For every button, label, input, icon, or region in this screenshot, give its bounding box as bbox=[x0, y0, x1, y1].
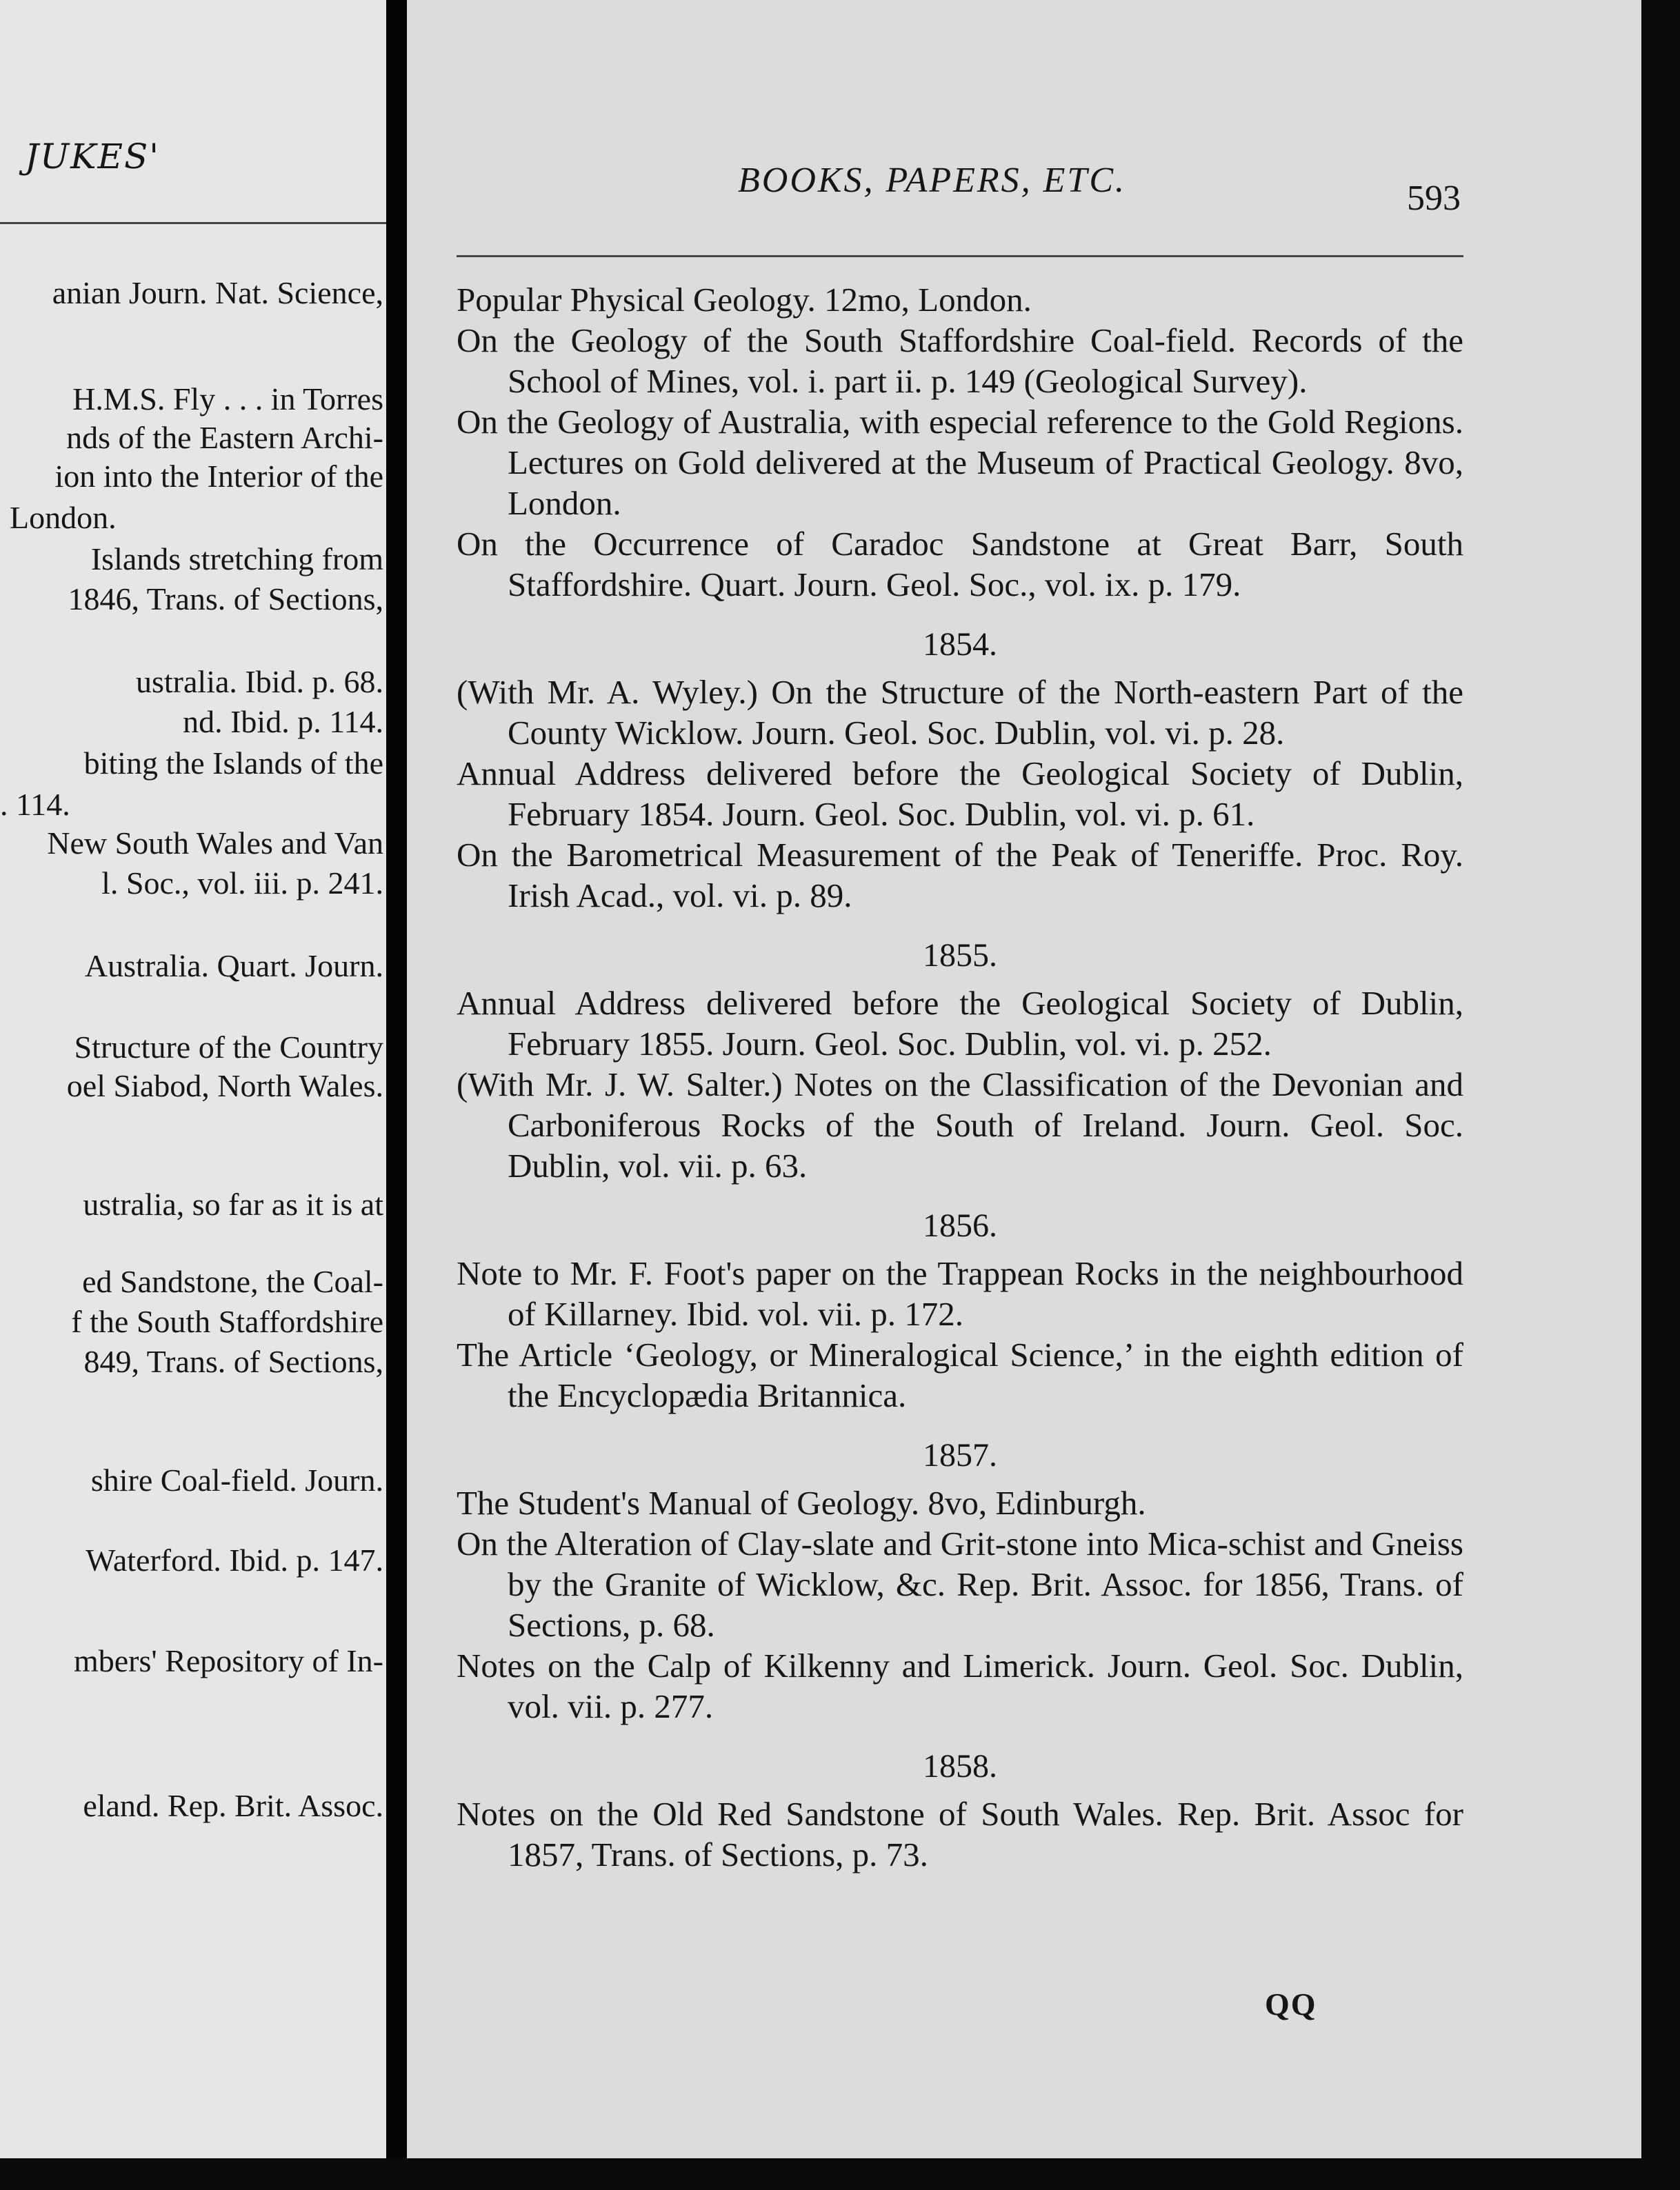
bibliography-entry: (With Mr. A. Wyley.) On the Structure of the North-eastern Part of the County Wicklow. Journ. Geol. Soc. Dublin, vol. vi. p. 28. bbox=[457, 673, 1463, 752]
left-text-line: f the South Staffordshire bbox=[71, 1304, 383, 1339]
year-heading: 1858. bbox=[923, 1748, 997, 1785]
left-facing-page bbox=[0, 0, 386, 2158]
left-text-line: biting the Islands of the bbox=[83, 745, 383, 781]
left-text-line: anian Journ. Nat. Science, bbox=[52, 275, 383, 310]
running-head: BOOKS, PAPERS, ETC. bbox=[738, 161, 1127, 200]
bibliography-entry: On the Geology of the South Staffordshire Coal-field. Records of the School of Mines, vol. i. part ii. p. 149 (Geological Survey). bbox=[457, 321, 1463, 400]
bibliography-entry: (With Mr. J. W. Salter.) Notes on the Classification of the Devonian and Carboniferous Rocks of the South of Ireland. Journ. Geol. Soc. Dublin, vol. vii. p. 63. bbox=[457, 1065, 1463, 1185]
left-text-line: oel Siabod, North Wales. bbox=[66, 1068, 383, 1103]
scan-edge-bottom bbox=[386, 2158, 1680, 2190]
bibliography-entry: Notes on the Calp of Kilkenny and Limerick. Journ. Geol. Soc. Dublin, vol. vii. p. 277. bbox=[457, 1647, 1463, 1725]
bibliography-entry: On the Barometrical Measurement of the Peak of Teneriffe. Proc. Roy. Irish Acad., vol. vi. p. 89. bbox=[457, 836, 1463, 914]
left-text-line: eland. Rep. Brit. Assoc. bbox=[83, 1788, 383, 1823]
bibliography-entry: The Article ‘Geology, or Mineralogical Science,’ in the eighth edition of the Encyclopædia Britannica. bbox=[457, 1336, 1463, 1414]
scan-edge-right bbox=[1641, 0, 1680, 2190]
left-text-line: ion into the Interior of the bbox=[54, 459, 383, 494]
signature-mark: QQ bbox=[1265, 1987, 1317, 2022]
left-text-line: 1846, Trans. of Sections, bbox=[68, 581, 383, 616]
left-text-line: mbers' Repository of In- bbox=[73, 1643, 383, 1678]
bibliography-content bbox=[457, 279, 1463, 1875]
bibliography-entry: Notes on the Old Red Sandstone of South Wales. Rep. Brit. Assoc for 1857, Trans. of Sections, p. 73. bbox=[457, 1795, 1463, 1873]
left-text-line: New South Wales and Van bbox=[47, 825, 383, 861]
bibliography-entry: Note to Mr. F. Foot's paper on the Trappean Rocks in the neighbourhood of Killarney. Ibid. vol. vii. p. 172. bbox=[457, 1254, 1463, 1333]
left-text-line: Australia. Quart. Journ. bbox=[84, 948, 383, 983]
head-rule bbox=[457, 255, 1463, 257]
page-number: 593 bbox=[1407, 179, 1461, 218]
left-text-line: l. Soc., vol. iii. p. 241. bbox=[101, 865, 383, 901]
left-text-line: nd. Ibid. p. 114. bbox=[183, 704, 383, 739]
bibliography-entry: Annual Address delivered before the Geological Society of Dublin, February 1854. Journ. Geol. Soc. Dublin, vol. vi. p. 61. bbox=[457, 754, 1463, 833]
left-running-head: JUKES' bbox=[25, 137, 161, 177]
left-text-line: ustralia, so far as it is at bbox=[83, 1187, 383, 1222]
left-text-line: London. bbox=[10, 500, 117, 535]
year-heading: 1855. bbox=[923, 937, 997, 974]
left-text-line: Islands stretching from bbox=[90, 541, 383, 576]
left-text-line: ed Sandstone, the Coal- bbox=[82, 1264, 383, 1299]
bibliography-entry: Popular Physical Geology. 12mo, London. bbox=[457, 281, 1032, 319]
year-heading: 1856. bbox=[923, 1207, 997, 1244]
bibliography-entry: Annual Address delivered before the Geological Society of Dublin, February 1855. Journ. Geol. Soc. Dublin, vol. vi. p. 252. bbox=[457, 984, 1463, 1063]
left-text-line: shire Coal-field. Journ. bbox=[90, 1463, 383, 1498]
year-heading: 1854. bbox=[923, 626, 997, 663]
left-text-line: 849, Trans. of Sections, bbox=[83, 1344, 383, 1379]
left-text-line: Structure of the Country bbox=[74, 1029, 383, 1065]
left-text-line: H.M.S. Fly . . . in Torres bbox=[72, 381, 383, 416]
left-text-line: Waterford. Ibid. p. 147. bbox=[86, 1543, 383, 1578]
bibliography-entry: On the Geology of Australia, with especial reference to the Gold Regions. Lectures on Gold delivered at the Museum of Practical Geology. 8vo, London. bbox=[457, 403, 1463, 522]
bibliography-entry: The Student's Manual of Geology. 8vo, Edinburgh. bbox=[457, 1484, 1146, 1522]
left-text-line: ustralia. Ibid. p. 68. bbox=[136, 664, 383, 699]
left-text-line: nds of the Eastern Archi- bbox=[66, 420, 383, 455]
bibliography-entry: On the Alteration of Clay-slate and Grit-stone into Mica-schist and Gneiss by the Granite of Wicklow, &c. Rep. Brit. Assoc. for 1856, Trans. of Sections, p. 68. bbox=[457, 1525, 1463, 1644]
left-head-rule bbox=[0, 222, 386, 224]
left-text-line: . 114. bbox=[0, 787, 70, 822]
year-heading: 1857. bbox=[923, 1437, 997, 1474]
bibliography-entry: On the Occurrence of Caradoc Sandstone at Great Barr, South Staffordshire. Quart. Journ. Geol. Soc., vol. ix. p. 179. bbox=[457, 525, 1463, 603]
book-gutter bbox=[386, 0, 407, 2190]
